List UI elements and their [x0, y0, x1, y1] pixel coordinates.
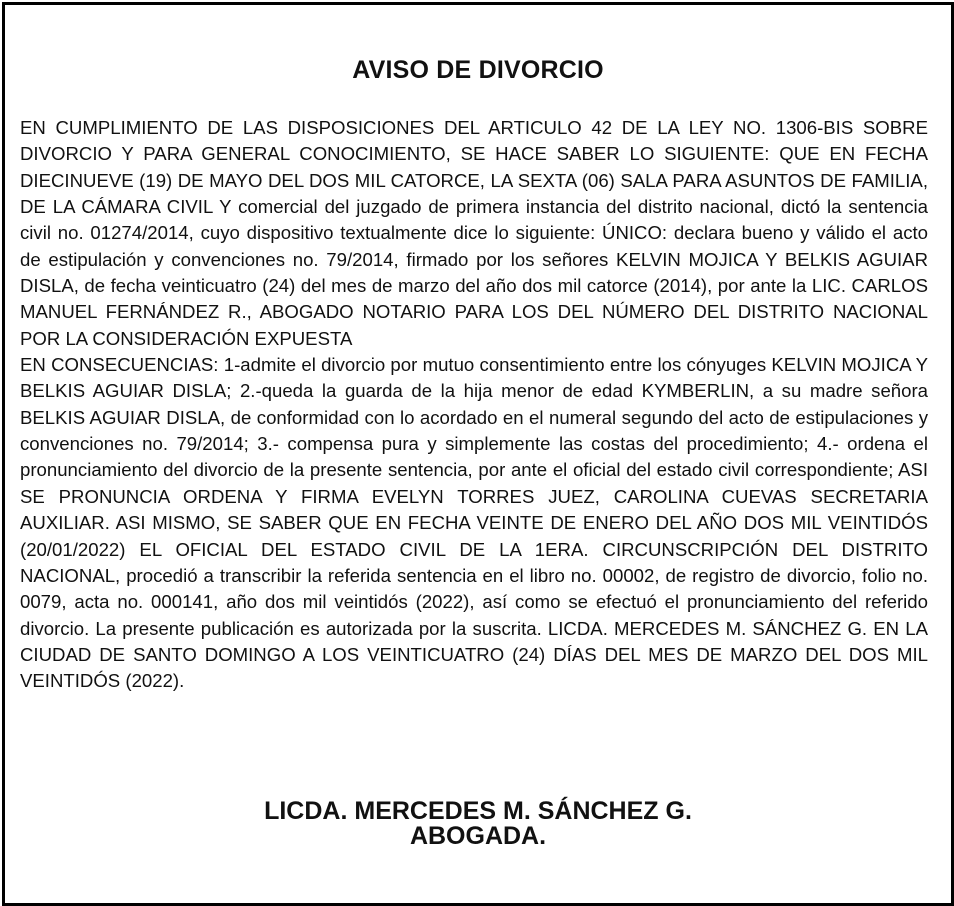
- notice-paragraph-1: EN CUMPLIMIENTO DE LAS DISPOSICIONES DEL ARTICULO 42 DE LA LEY NO. 1306-BIS SOBRE DIVORCIO Y PARA GENERAL CONOCIMIENTO, SE HACE SABER LO SIGUIENTE: QUE EN FECHA DIECINUEVE (19) DE MAYO DEL DOS MIL CATORCE, LA SEXTA (06) SALA PARA ASUNTOS DE FAMILIA, DE LA CÁMARA CIVIL Y comercial del juzgado de primera instancia del distrito nacional, dictó la sentencia civil no. 01274/2014, cuyo dispositivo textualmente dice lo siguiente: ÚNICO: declara bueno y válido el acto de estipulación y convenciones no. 79/2014, firmado por los señores KELVIN MOJICA Y BELKIS AGUIAR DISLA, de fecha veinticuatro (24) del mes de marzo del año dos mil catorce (2014), por ante la LIC. CARLOS MANUEL FERNÁNDEZ R., ABOGADO NOTARIO PARA LOS DEL NÚMERO DEL DISTRITO NACIONAL POR LA CONSIDERACIÓN EXPUESTA: [20, 117, 928, 349]
- notice-frame: [2, 2, 954, 906]
- signature-block: [5, 799, 951, 849]
- signature-name: LICDA. MERCEDES M. SÁNCHEZ G.: [264, 797, 692, 825]
- notice-title: AVISO DE DIVORCIO: [352, 56, 604, 84]
- signature-title: ABOGADA.: [409, 822, 547, 850]
- notice-body: [20, 115, 928, 695]
- notice-paragraph-2: EN CONSECUENCIAS: 1-admite el divorcio por mutuo consentimiento entre los cónyuges KELVIN MOJICA Y BELKIS AGUIAR DISLA; 2.-queda la guarda de la hija menor de edad KYMBERLIN, a su madre señora BELKIS AGUIAR DISLA, de conformidad con lo acordado en el numeral segundo del acto de estipulaciones y convenciones no. 79/2014; 3.- compensa pura y simplemente las costas del procedimiento; 4.- ordena el pronunciamiento del divorcio de la presente sentencia, por ante el oficial del estado civil correspondiente; ASI SE PRONUNCIA ORDENA Y FIRMA EVELYN TORRES JUEZ, CAROLINA CUEVAS SECRETARIA AUXILIAR. ASI MISMO, SE SABER QUE EN FECHA VEINTE DE ENERO DEL AÑO DOS MIL VEINTIDÓS (20/01/2022) EL OFICIAL DEL ESTADO CIVIL DE LA 1ERA. CIRCUNSCRIPCIÓN DEL DISTRITO NACIONAL, procedió a transcribir la referida sentencia en el libro no. 00002, de registro de divorcio, folio no. 0079, acta no. 000141, año dos mil veintidós (2022), así como se efectuó el pronunciamiento del referido divorcio. La presente publicación es autorizada por la suscrita. LICDA. MERCEDES M. SÁNCHEZ G. EN LA CIUDAD DE SANTO DOMINGO A LOS VEINTICUATRO (24) DÍAS DEL MES DE MARZO DEL DOS MIL VEINTIDÓS (2022).: [20, 354, 928, 692]
